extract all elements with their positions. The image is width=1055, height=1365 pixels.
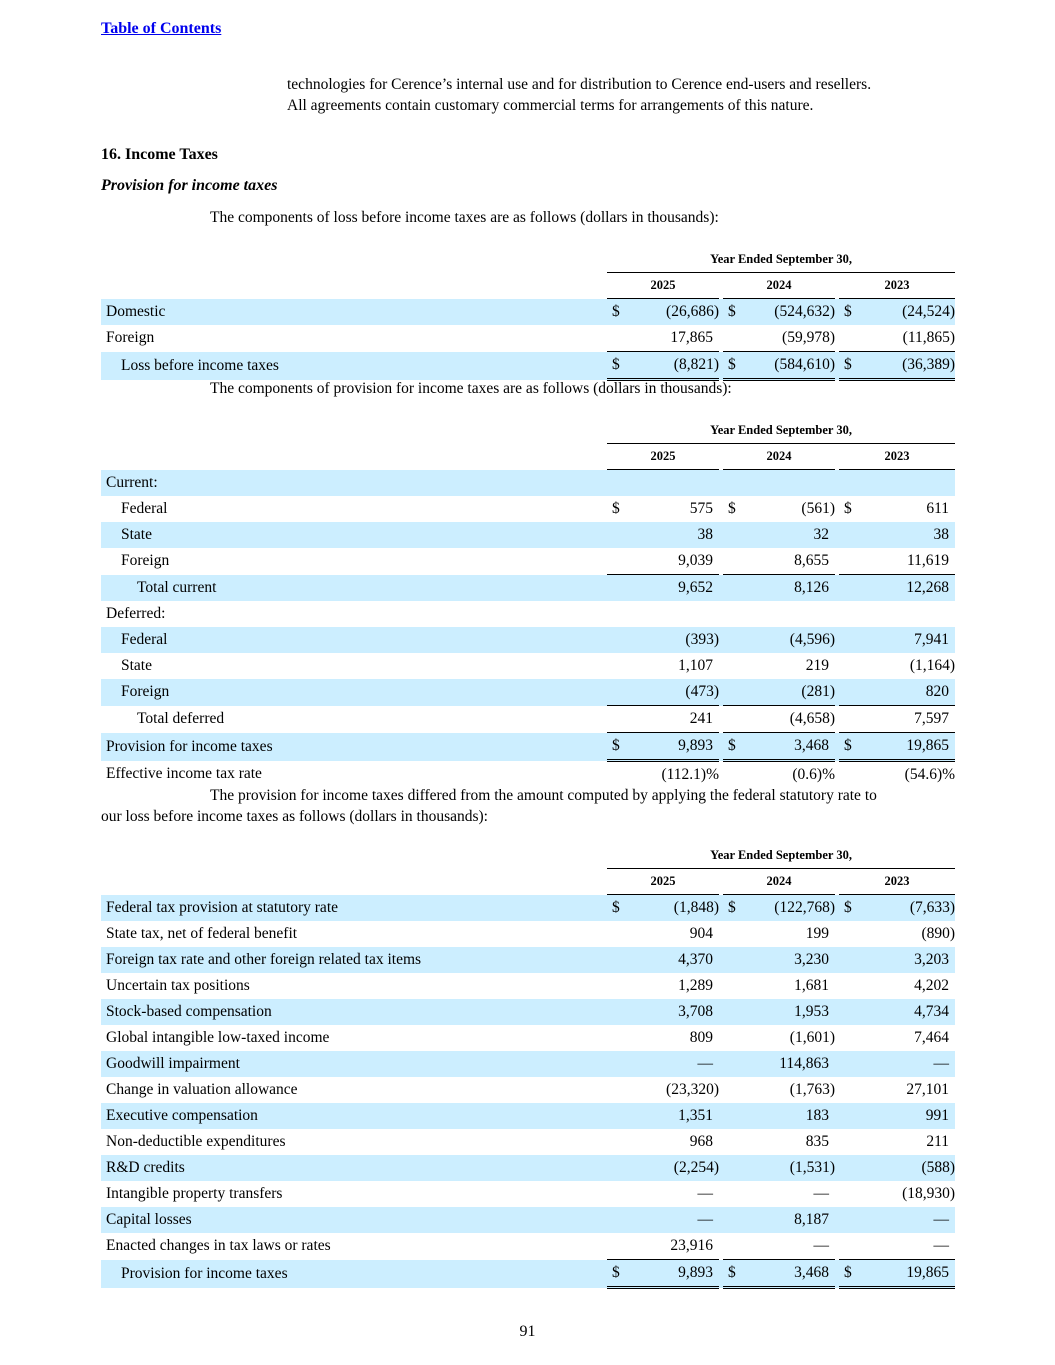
row-label: Enacted changes in tax laws or rates <box>106 1237 331 1255</box>
value-cell: 8,126 <box>743 575 835 602</box>
dollar-sign <box>723 653 743 679</box>
intro-paragraph <box>287 74 871 116</box>
dollar-sign <box>839 706 859 733</box>
dollar-sign <box>723 999 743 1025</box>
value-cell: 38 <box>627 522 719 548</box>
dollar-sign <box>607 522 627 548</box>
dollar-sign <box>839 761 859 789</box>
table-row <box>101 921 955 947</box>
table-row <box>101 895 955 922</box>
value-cell <box>743 601 835 627</box>
value-cell: (1,763) <box>789 1081 835 1098</box>
row-label: R&D credits <box>101 1155 607 1181</box>
row-label: Loss before income taxes <box>101 352 607 380</box>
dollar-sign <box>839 325 859 352</box>
value-cell: 968 <box>689 1133 713 1150</box>
dollar-sign <box>839 470 859 497</box>
table-row <box>101 1181 955 1207</box>
dollar-sign <box>723 601 743 627</box>
value-cell: — <box>627 1207 719 1233</box>
value-cell: — <box>813 1237 829 1254</box>
value-cell: 17,865 <box>670 329 713 346</box>
value-cell: (18,930) <box>902 1185 956 1202</box>
dollar-sign <box>839 653 859 679</box>
dollar-sign: $ <box>607 733 627 761</box>
row-label: Domestic <box>101 299 607 326</box>
value-cell: (59,978) <box>782 329 835 346</box>
table-row <box>101 627 955 653</box>
value-cell: 9,893 <box>627 1260 719 1288</box>
dollar-sign: $ <box>839 299 859 326</box>
dollar-sign <box>723 679 743 706</box>
year-header: 2023 <box>839 443 955 470</box>
dollar-sign <box>839 548 859 575</box>
value-cell: 12,268 <box>859 575 955 602</box>
row-label: Foreign <box>121 552 170 570</box>
value-cell: 7,941 <box>859 627 955 653</box>
dollar-sign <box>607 1129 627 1155</box>
value-cell: 199 <box>805 925 829 942</box>
dollar-sign: $ <box>839 352 859 380</box>
dollar-sign <box>607 325 627 352</box>
row-label: Provision for income taxes <box>101 1260 607 1288</box>
dollar-sign <box>607 1207 627 1233</box>
dollar-sign <box>723 548 743 575</box>
value-cell: — <box>859 1051 955 1077</box>
dollar-sign <box>839 1103 859 1129</box>
dollar-sign <box>839 601 859 627</box>
dollar-sign <box>723 1051 743 1077</box>
table3-caption <box>101 785 955 827</box>
value-cell: 4,202 <box>914 977 950 994</box>
page-number: 91 <box>519 1323 536 1340</box>
dollar-sign: $ <box>723 352 743 380</box>
value-cell: (281) <box>743 679 835 706</box>
value-cell: (24,524) <box>859 299 955 326</box>
dollar-sign <box>723 1025 743 1051</box>
value-cell: 32 <box>743 522 835 548</box>
value-cell: (26,686) <box>627 299 719 326</box>
dollar-sign <box>839 1181 859 1207</box>
table-row <box>101 496 955 522</box>
table-row <box>101 299 955 326</box>
dollar-sign: $ <box>607 895 627 922</box>
value-cell: (4,596) <box>743 627 835 653</box>
value-cell: — <box>813 1185 829 1202</box>
value-cell <box>627 601 719 627</box>
row-label: Foreign <box>106 329 155 347</box>
value-cell: 8,655 <box>794 552 829 569</box>
rate-reconciliation-table <box>101 842 955 1289</box>
intro-line-1: technologies for Cerence’s internal use and for distribution to Cerence end-users and resellers. <box>287 76 872 93</box>
table-row <box>101 679 955 706</box>
dollar-sign <box>839 921 859 947</box>
dollar-sign: $ <box>607 299 627 326</box>
year-header: 2024 <box>723 443 835 470</box>
dollar-sign <box>723 1181 743 1207</box>
value-cell: (112.1)% <box>661 766 719 783</box>
value-cell: (36,389) <box>859 352 955 380</box>
dollar-sign: $ <box>723 1260 743 1288</box>
row-label: Capital losses <box>101 1207 607 1233</box>
dollar-sign <box>607 761 627 789</box>
dollar-sign <box>607 1155 627 1181</box>
table-row <box>101 325 955 352</box>
dollar-sign: $ <box>839 733 859 761</box>
value-cell: 7,464 <box>914 1029 950 1046</box>
subsection-title: Provision for income taxes <box>101 177 278 194</box>
dollar-sign: $ <box>723 733 743 761</box>
table-row <box>101 470 955 497</box>
value-cell: (11,865) <box>902 329 956 346</box>
value-cell: 38 <box>859 522 955 548</box>
value-cell: — <box>933 1237 950 1254</box>
value-cell: 9,893 <box>627 733 719 761</box>
table-row <box>101 1051 955 1077</box>
year-header: 2024 <box>723 272 835 299</box>
table-row <box>101 1207 955 1233</box>
dollar-sign <box>723 522 743 548</box>
dollar-sign <box>607 1025 627 1051</box>
table-row <box>101 761 955 789</box>
value-cell: 575 <box>689 500 713 517</box>
value-cell: 3,708 <box>627 999 719 1025</box>
table-row <box>101 1233 955 1260</box>
value-cell: (1,531) <box>743 1155 835 1181</box>
year-header: 2024 <box>723 868 835 895</box>
header-spacer <box>101 868 607 895</box>
year-header: 2023 <box>839 868 955 895</box>
row-label: Global intangible low-taxed income <box>106 1029 330 1046</box>
year-header: 2025 <box>607 443 719 470</box>
table-row <box>101 973 955 999</box>
period-header: Year Ended September 30, <box>607 417 955 443</box>
table1-caption: The components of loss before income taxes are as follows (dollars in thousands): <box>210 209 719 226</box>
row-label: Federal <box>101 627 607 653</box>
value-cell: 19,865 <box>859 733 955 761</box>
dollar-sign <box>839 1077 859 1103</box>
value-cell <box>743 470 835 497</box>
value-cell: 1,953 <box>743 999 835 1025</box>
dollar-sign <box>723 1155 743 1181</box>
value-cell: (0.6)% <box>792 766 835 783</box>
row-label: Federal tax provision at statutory rate <box>101 895 607 922</box>
value-cell: 835 <box>805 1133 829 1150</box>
value-cell: 211 <box>926 1133 950 1150</box>
value-cell: 114,863 <box>743 1051 835 1077</box>
dollar-sign: $ <box>728 500 736 517</box>
dollar-sign: $ <box>723 299 743 326</box>
value-cell <box>627 470 719 497</box>
value-cell: 820 <box>859 679 955 706</box>
dollar-sign <box>723 575 743 602</box>
value-cell: — <box>859 1207 955 1233</box>
value-cell: 3,230 <box>743 947 835 973</box>
value-cell: 11,619 <box>906 552 950 569</box>
value-cell: (23,320) <box>666 1081 719 1098</box>
value-cell: 9,652 <box>627 575 719 602</box>
dollar-sign <box>607 1233 627 1260</box>
value-cell: 4,734 <box>859 999 955 1025</box>
dollar-sign <box>723 921 743 947</box>
header-spacer <box>101 443 607 470</box>
dollar-sign <box>839 679 859 706</box>
dollar-sign: $ <box>723 895 743 922</box>
value-cell: 1,289 <box>678 977 713 994</box>
header-spacer <box>101 246 607 272</box>
dollar-sign <box>607 706 627 733</box>
value-cell: 183 <box>743 1103 835 1129</box>
table-row <box>101 601 955 627</box>
loss-before-taxes-table <box>101 246 955 381</box>
table-row <box>101 653 955 679</box>
dollar-sign <box>723 1233 743 1260</box>
dollar-sign <box>839 1025 859 1051</box>
dollar-sign <box>839 1129 859 1155</box>
value-cell: 809 <box>689 1029 713 1046</box>
value-cell: 1,681 <box>794 977 829 994</box>
value-cell: 219 <box>805 657 829 674</box>
table-row <box>101 522 955 548</box>
dollar-sign: $ <box>607 1260 627 1288</box>
value-cell: (584,610) <box>743 352 835 380</box>
period-header: Year Ended September 30, <box>607 842 955 868</box>
value-cell: (122,768) <box>743 895 835 922</box>
table-row <box>101 575 955 602</box>
row-label: State <box>121 657 152 674</box>
row-label: Total current <box>101 575 607 602</box>
value-cell: (8,821) <box>627 352 719 380</box>
header-spacer <box>101 417 607 443</box>
table-row <box>101 706 955 733</box>
table-row <box>101 1260 955 1288</box>
dollar-sign <box>839 522 859 548</box>
dollar-sign <box>839 627 859 653</box>
dollar-sign <box>607 548 627 575</box>
row-label: Effective income tax rate <box>106 765 262 783</box>
row-label: Federal <box>121 500 168 517</box>
table-of-contents-link[interactable]: Table of Contents <box>101 20 222 37</box>
value-cell: (1,848) <box>627 895 719 922</box>
value-cell: — <box>627 1051 719 1077</box>
dollar-sign <box>839 999 859 1025</box>
value-cell: (890) <box>921 925 956 942</box>
table-row <box>101 1103 955 1129</box>
dollar-sign: $ <box>839 1260 859 1288</box>
dollar-sign <box>607 947 627 973</box>
row-label: Provision for income taxes <box>101 733 607 761</box>
dollar-sign <box>723 1077 743 1103</box>
dollar-sign <box>723 947 743 973</box>
table-row <box>101 548 955 575</box>
dollar-sign <box>607 1077 627 1103</box>
dollar-sign <box>607 921 627 947</box>
row-label: Current: <box>101 470 607 497</box>
row-label: Uncertain tax positions <box>106 977 250 994</box>
value-cell: 3,468 <box>743 733 835 761</box>
table2-caption: The components of provision for income taxes are as follows (dollars in thousands): <box>210 380 732 397</box>
year-header: 2025 <box>607 272 719 299</box>
table-row <box>101 733 955 761</box>
dollar-sign <box>839 1051 859 1077</box>
dollar-sign <box>607 973 627 999</box>
dollar-sign <box>607 999 627 1025</box>
table3-caption-line-1: The provision for income taxes differed from the amount computed by applying the federal statutory rate to <box>210 787 877 804</box>
header-spacer <box>101 842 607 868</box>
value-cell: 4,370 <box>627 947 719 973</box>
dollar-sign <box>607 1051 627 1077</box>
value-cell <box>859 470 955 497</box>
dollar-sign <box>607 679 627 706</box>
dollar-sign <box>839 947 859 973</box>
value-cell: 991 <box>859 1103 955 1129</box>
row-label: Change in valuation allowance <box>106 1081 298 1098</box>
dollar-sign <box>839 1155 859 1181</box>
dollar-sign <box>839 1233 859 1260</box>
row-label: Stock-based compensation <box>101 999 607 1025</box>
dollar-sign <box>723 470 743 497</box>
row-label: Deferred: <box>106 605 166 622</box>
dollar-sign: $ <box>607 352 627 380</box>
intro-line-2: All agreements contain customary commercial terms for arrangements of this nature. <box>287 97 814 114</box>
value-cell: (7,633) <box>859 895 955 922</box>
value-cell: (588) <box>859 1155 955 1181</box>
table-row <box>101 1025 955 1051</box>
dollar-sign <box>839 973 859 999</box>
dollar-sign <box>607 575 627 602</box>
table-row <box>101 999 955 1025</box>
value-cell: 611 <box>926 500 950 517</box>
value-cell: (2,254) <box>627 1155 719 1181</box>
value-cell: 27,101 <box>906 1081 950 1098</box>
table3-caption-line-2: our loss before income taxes as follows (dollars in thousands): <box>101 808 488 825</box>
row-label: State tax, net of federal benefit <box>106 925 298 942</box>
dollar-sign <box>839 1207 859 1233</box>
row-label: Non-deductible expenditures <box>106 1133 286 1150</box>
dollar-sign <box>607 653 627 679</box>
value-cell: (561) <box>801 500 835 517</box>
dollar-sign <box>723 1207 743 1233</box>
section-title: 16. Income Taxes <box>101 146 218 163</box>
year-header: 2025 <box>607 868 719 895</box>
dollar-sign <box>723 1129 743 1155</box>
table-row <box>101 947 955 973</box>
dollar-sign <box>607 1103 627 1129</box>
value-cell: (473) <box>627 679 719 706</box>
row-label: Executive compensation <box>101 1103 607 1129</box>
row-label: Total deferred <box>137 710 225 727</box>
year-header: 2023 <box>839 272 955 299</box>
row-label: State <box>101 522 607 548</box>
value-cell: (1,601) <box>789 1029 835 1046</box>
row-label: Foreign <box>101 679 607 706</box>
value-cell: (393) <box>627 627 719 653</box>
row-label: Foreign tax rate and other foreign related tax items <box>101 947 607 973</box>
value-cell: — <box>697 1185 713 1202</box>
row-label: Goodwill impairment <box>101 1051 607 1077</box>
value-cell <box>859 601 955 627</box>
dollar-sign <box>607 627 627 653</box>
table-row <box>101 1155 955 1181</box>
dollar-sign <box>607 1181 627 1207</box>
value-cell: 3,203 <box>859 947 955 973</box>
value-cell: 3,468 <box>743 1260 835 1288</box>
table-row <box>101 352 955 380</box>
dollar-sign <box>723 761 743 789</box>
value-cell: 904 <box>689 925 713 942</box>
value-cell: 7,597 <box>859 706 955 733</box>
dollar-sign <box>723 325 743 352</box>
value-cell: 1,351 <box>627 1103 719 1129</box>
dollar-sign: $ <box>839 895 859 922</box>
row-label: Intangible property transfers <box>106 1185 283 1202</box>
dollar-sign <box>607 601 627 627</box>
value-cell: 241 <box>627 706 719 733</box>
value-cell: 19,865 <box>859 1260 955 1288</box>
dollar-sign <box>723 1103 743 1129</box>
dollar-sign: $ <box>612 500 620 517</box>
dollar-sign: $ <box>844 500 852 517</box>
dollar-sign <box>839 575 859 602</box>
dollar-sign <box>723 627 743 653</box>
value-cell: 1,107 <box>678 657 713 674</box>
table-row <box>101 1077 955 1103</box>
value-cell: (4,658) <box>743 706 835 733</box>
table-row <box>101 1129 955 1155</box>
header-spacer <box>101 272 607 299</box>
dollar-sign <box>723 973 743 999</box>
dollar-sign <box>723 706 743 733</box>
value-cell: 9,039 <box>678 552 713 569</box>
value-cell: (524,632) <box>743 299 835 326</box>
value-cell: (54.6)% <box>904 766 956 783</box>
value-cell: (1,164) <box>909 657 956 674</box>
value-cell: 23,916 <box>670 1237 713 1254</box>
value-cell: 8,187 <box>743 1207 835 1233</box>
period-header: Year Ended September 30, <box>607 246 955 272</box>
dollar-sign <box>607 470 627 497</box>
provision-components-table <box>101 417 955 788</box>
